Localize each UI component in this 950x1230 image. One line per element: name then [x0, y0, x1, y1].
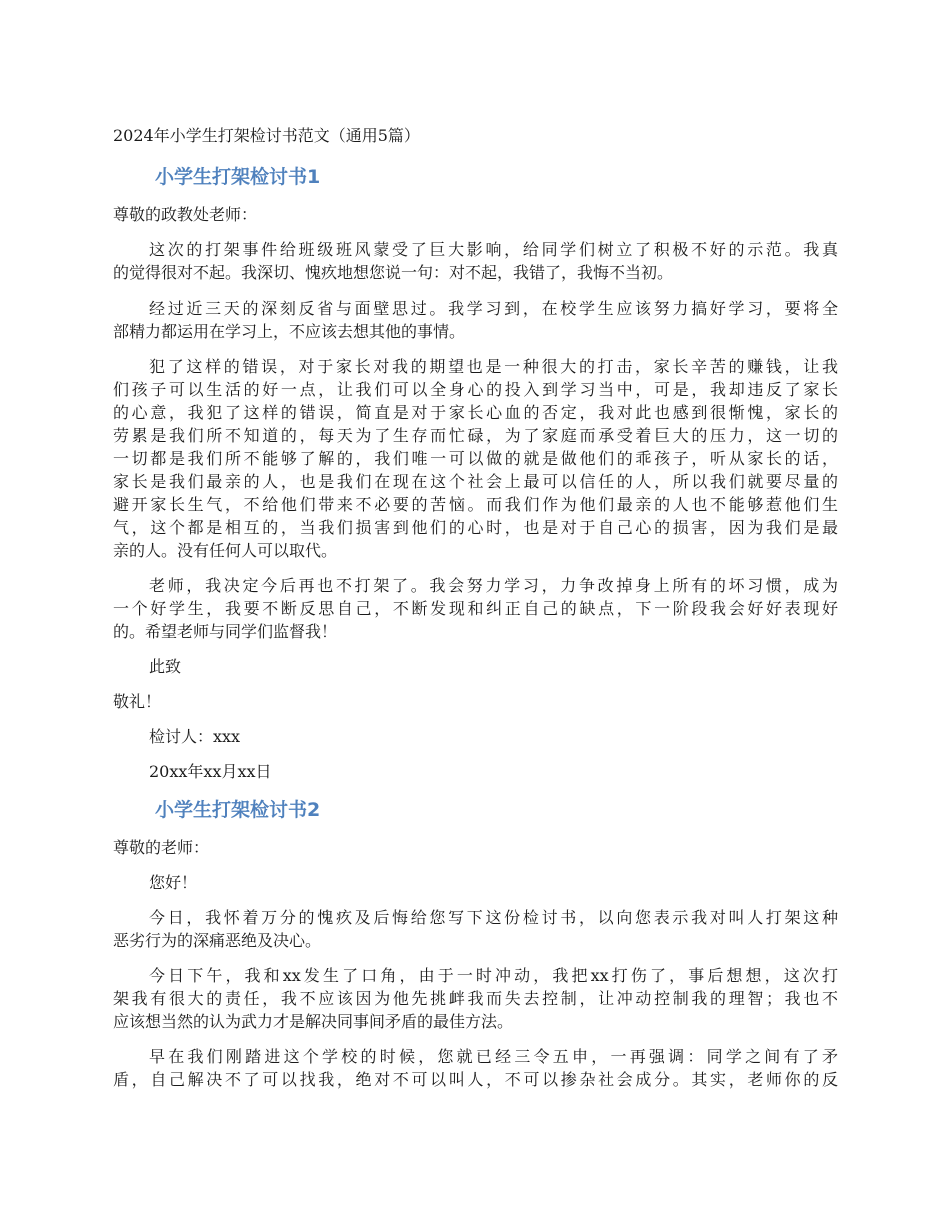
s1-p3-line-1: 犯了这样的错误，对于家长对我的期望也是一种很大的打击，家长辛苦的赚钱，让我	[149, 357, 838, 376]
s1-p3-line-6: 家长是我们最亲的人，也是我们在现在这个社会上最可以信任的人，所以我们就要尽量的	[113, 472, 838, 491]
s2-p2-line-1: 今日下午，我和xx发生了口角，由于一时冲动，我把xx打伤了，事后想想，这次打	[149, 966, 838, 985]
s2-p3-line-1: 早在我们刚踏进这个学校的时候，您就已经三令五申，一再强调：同学之间有了矛	[149, 1047, 838, 1066]
s2-p2-line-2: 架我有很大的责任，我不应该因为他先挑衅我而失去控制，让冲动控制我的理智；我也不	[113, 989, 838, 1008]
s1-p3-line-5: 一切都是我们所不能够了解的，我们唯一可以做的就是做他们的乖孩子，听从家长的话，	[113, 449, 838, 468]
signer: 检讨人：xxx	[149, 727, 241, 746]
s2-p1-line-2: 恶劣行为的深痛恶绝及决心。	[113, 931, 322, 950]
s1-p3-line-4: 劳累是我们所不知道的，每天为了生存而忙碌，为了家庭而承受着巨大的压力，这一切的	[113, 426, 838, 445]
s2-p2-line-3: 应该想当然的认为武力才是解决同事间矛盾的最佳方法。	[113, 1012, 514, 1031]
s1-p3-line-9: 亲的人。没有任何人可以取代。	[113, 541, 338, 560]
s1-p2-line-1: 经过近三天的深刻反省与面壁思过。我学习到，在校学生应该努力搞好学习，要将全	[149, 299, 838, 318]
s1-p2-line-2: 部精力都运用在学习上，不应该去想其他的事情。	[113, 322, 466, 341]
s1-p3-line-7: 避开家长生气，不给他们带来不必要的苦恼。而我们作为他们最亲的人也不能够惹他们生	[113, 495, 838, 514]
s1-p4-line-3: 的。希望老师与同学们监督我！	[113, 622, 338, 641]
s1-p3-line-3: 的心意，我犯了这样的错误，简直是对于家长心血的否定，我对此也感到很惭愧，家长的	[113, 403, 838, 422]
date: 20xx年xx月xx日	[149, 762, 272, 781]
section-1-salutation: 尊敬的政教处老师：	[113, 205, 258, 224]
s1-p1-line-2: 的觉得很对不起。我深切、愧疚地想您说一句：对不起，我错了，我悔不当初。	[113, 263, 674, 282]
s1-p3-line-8: 气，这个都是相互的，当我们损害到他们的心时，也是对于自己心的损害，因为我们是最	[113, 518, 838, 537]
s1-p4-line-2: 一个好学生，我要不断反思自己，不断发现和纠正自己的缺点，下一阶段我会好好表现好	[113, 599, 838, 618]
s1-p3-line-2: 们孩子可以生活的好一点，让我们可以全身心的投入到学习当中，可是，我却违反了家长	[113, 380, 838, 399]
s2-p1-line-1: 今日，我怀着万分的愧疚及后悔给您写下这份检讨书，以向您表示我对叫人打架这种	[149, 908, 838, 927]
s2-p3-line-2: 盾，自己解决不了可以找我，绝对不可以叫人，不可以掺杂社会成分。其实，老师你的反	[113, 1070, 838, 1089]
document-title: 2024年小学生打架检讨书范文（通用5篇）	[113, 126, 420, 145]
section-1-heading: 小学生打架检讨书1	[155, 166, 321, 188]
s1-p4-line-1: 老师，我决定今后再也不打架了。我会努力学习，力争改掉身上所有的坏习惯，成为	[149, 576, 838, 595]
closing-line-2: 敬礼！	[113, 692, 162, 711]
section-2-greeting: 您好！	[149, 873, 198, 892]
section-2-heading: 小学生打架检讨书2	[155, 799, 321, 821]
section-2-salutation: 尊敬的老师：	[113, 838, 210, 857]
closing-line-1: 此致	[149, 657, 182, 676]
s1-p1-line-1: 这次的打架事件给班级班风蒙受了巨大影响，给同学们树立了积极不好的示范。我真	[149, 240, 838, 259]
